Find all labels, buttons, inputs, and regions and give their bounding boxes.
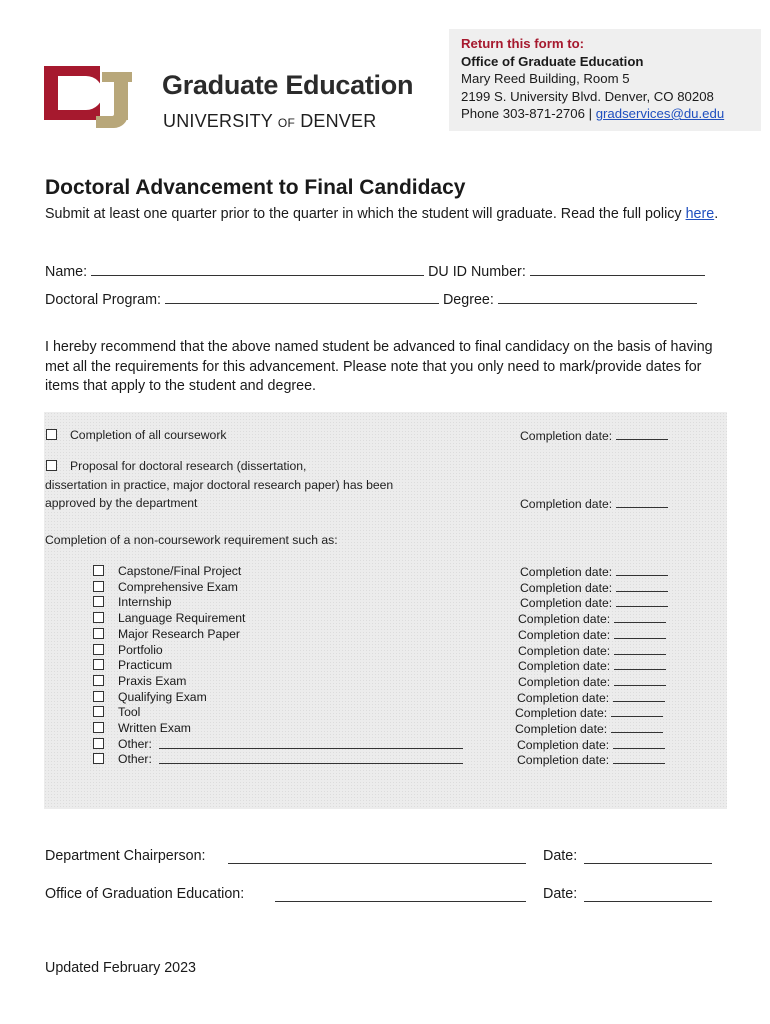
requirement-label: Other: xyxy=(118,736,152,751)
requirement-date-field[interactable] xyxy=(611,721,663,733)
requirement-date-label: Completion date: xyxy=(520,580,613,595)
requirement-checkbox[interactable] xyxy=(93,644,104,655)
requirement-checkbox[interactable] xyxy=(93,596,104,607)
requirement-checkbox[interactable] xyxy=(93,612,104,623)
requirement-checkbox[interactable] xyxy=(93,565,104,576)
requirement-date xyxy=(517,737,665,752)
requirement-date-label: Completion date: xyxy=(515,722,608,736)
proposal-label-2: dissertation in practice, major doctoral research paper) has been xyxy=(45,478,394,492)
requirement-date-label: Completion date: xyxy=(518,659,611,674)
requirement-date-label: Completion date: xyxy=(518,674,611,689)
program-field[interactable] xyxy=(165,290,439,304)
brand-subtitle xyxy=(163,111,376,132)
requirement-checkbox[interactable] xyxy=(93,722,104,733)
return-email-link[interactable]: gradservices@du.edu xyxy=(595,106,725,121)
requirement-date-label: Completion date: xyxy=(520,565,613,579)
brand-sub-main: UNIVERSITY xyxy=(163,111,273,131)
office-signature-field[interactable] xyxy=(275,901,526,902)
coursework-date xyxy=(520,428,668,443)
office-label: Office of Graduation Education: xyxy=(45,886,245,902)
requirement-date-label: Completion date: xyxy=(517,737,610,752)
requirement-date-label: Completion date: xyxy=(518,643,611,658)
requirement-date-field[interactable] xyxy=(614,627,666,639)
brand-title: Graduate Education xyxy=(162,70,414,100)
requirement-date xyxy=(518,643,666,658)
brand-sub-of: OF xyxy=(277,116,295,130)
coursework-label: Completion of all coursework xyxy=(70,428,227,442)
proposal-label-1: Proposal for doctoral research (dissertation, xyxy=(70,459,307,473)
requirement-checkbox[interactable] xyxy=(93,675,104,686)
requirement-date-label: Completion date: xyxy=(515,706,608,721)
other-requirement-field[interactable] xyxy=(159,737,463,749)
policy-link[interactable]: here xyxy=(685,206,715,222)
requirement-date-field[interactable] xyxy=(616,580,668,592)
footer-updated: Updated February 2023 xyxy=(45,960,197,976)
return-contact xyxy=(461,105,761,123)
proposal-date-field[interactable] xyxy=(616,496,668,508)
return-title: Return this form to: xyxy=(461,36,585,51)
requirement-date-field[interactable] xyxy=(613,690,665,702)
requirement-label: Practicum xyxy=(118,658,173,673)
requirement-label: Tool xyxy=(118,705,141,720)
return-office: Office of Graduate Education xyxy=(461,53,644,69)
program-row xyxy=(45,290,697,308)
requirement-date xyxy=(515,705,663,720)
requirement-checkbox[interactable] xyxy=(93,581,104,592)
document-title: Doctoral Advancement to Final Candidacy xyxy=(45,176,466,199)
requirement-date-label: Completion date: xyxy=(518,612,611,627)
chair-date-label: Date: xyxy=(543,848,578,864)
requirement-checkbox[interactable] xyxy=(93,628,104,639)
name-row xyxy=(45,262,705,280)
chair-signature-field[interactable] xyxy=(228,863,526,864)
requirement-date xyxy=(520,580,668,595)
requirement-label: Written Exam xyxy=(118,721,191,735)
requirement-date-label: Completion date: xyxy=(517,753,610,768)
intro-end: . xyxy=(714,206,719,222)
requirement-date-label: Completion date: xyxy=(518,627,611,642)
requirement-date-field[interactable] xyxy=(616,564,668,576)
requirement-date-field[interactable] xyxy=(614,643,666,655)
requirement-checkbox[interactable] xyxy=(93,659,104,670)
proposal-checkbox[interactable] xyxy=(46,460,57,471)
requirement-date xyxy=(518,627,666,642)
office-date-label: Date: xyxy=(543,886,578,902)
degree-label: Degree: xyxy=(442,292,494,308)
intro-text: Submit at least one quarter prior to the quarter in which the student will graduate. Read the full policy xyxy=(45,206,682,222)
program-label: Doctoral Program: xyxy=(45,292,162,308)
name-field[interactable] xyxy=(91,262,424,276)
return-phone: Phone 303-871-2706 | xyxy=(461,106,593,121)
requirement-checkbox[interactable] xyxy=(93,738,104,749)
return-address-box xyxy=(449,29,761,131)
coursework-date-field[interactable] xyxy=(616,428,668,440)
requirement-date xyxy=(517,690,665,705)
requirement-date-field[interactable] xyxy=(613,737,665,749)
degree-field[interactable] xyxy=(498,290,697,304)
brand-sub-end: DENVER xyxy=(300,111,377,131)
requirement-checkbox[interactable] xyxy=(93,706,104,717)
requirement-date-field[interactable] xyxy=(613,752,665,764)
coursework-checkbox[interactable] xyxy=(46,429,57,440)
proposal-date xyxy=(520,496,668,511)
requirement-date xyxy=(518,674,666,689)
requirement-date xyxy=(518,611,666,626)
office-date-field[interactable] xyxy=(584,901,712,902)
requirement-label: Praxis Exam xyxy=(118,673,187,688)
proposal-date-label: Completion date: xyxy=(520,497,613,511)
recommendation-paragraph: I hereby recommend that the above named student be advanced to final candidacy on the basis of having met all the requirements for this advancement. Please note that you only need to mark/provide dates for items that apply to the student and degree. xyxy=(45,339,713,394)
requirement-label: Portfolio xyxy=(118,642,163,657)
requirement-checkbox[interactable] xyxy=(93,691,104,702)
return-building: Mary Reed Building, Room 5 xyxy=(461,71,630,86)
return-address: 2199 S. University Blvd. Denver, CO 80208 xyxy=(461,88,714,104)
du-id-field[interactable] xyxy=(530,262,705,276)
id-label: DU ID Number: xyxy=(428,264,526,280)
requirement-date xyxy=(515,721,663,736)
chair-date-field[interactable] xyxy=(584,863,712,864)
requirement-date-field[interactable] xyxy=(611,705,663,717)
requirement-date xyxy=(518,658,666,673)
requirement-date xyxy=(520,595,668,610)
chair-label: Department Chairperson: xyxy=(45,848,206,864)
other-requirement-field[interactable] xyxy=(159,752,463,764)
coursework-date-label: Completion date: xyxy=(520,429,613,443)
requirement-date-label: Completion date: xyxy=(517,690,610,705)
requirement-label: Major Research Paper xyxy=(118,626,240,641)
requirement-date xyxy=(520,564,668,579)
requirement-date-field[interactable] xyxy=(614,674,666,686)
requirement-label: Other: xyxy=(118,752,152,767)
requirement-checkbox[interactable] xyxy=(93,753,104,764)
proposal-label-3: approved by the department xyxy=(45,496,198,510)
requirement-date-field[interactable] xyxy=(614,658,666,670)
requirement-label: Comprehensive Exam xyxy=(118,579,238,594)
requirement-label: Language Requirement xyxy=(118,611,246,626)
requirement-date-field[interactable] xyxy=(614,611,666,623)
requirement-label: Qualifying Exam xyxy=(118,689,207,704)
intro-paragraph xyxy=(45,205,725,224)
requirement-date-label: Completion date: xyxy=(520,596,613,611)
requirement-date xyxy=(517,752,665,767)
name-label: Name: xyxy=(45,264,88,280)
noncoursework-heading: Completion of a non-coursework requirement such as: xyxy=(45,533,338,547)
requirement-label: Capstone/Final Project xyxy=(118,564,242,578)
requirement-label: Internship xyxy=(118,595,172,610)
requirement-date-field[interactable] xyxy=(616,595,668,607)
du-logo xyxy=(44,66,134,128)
